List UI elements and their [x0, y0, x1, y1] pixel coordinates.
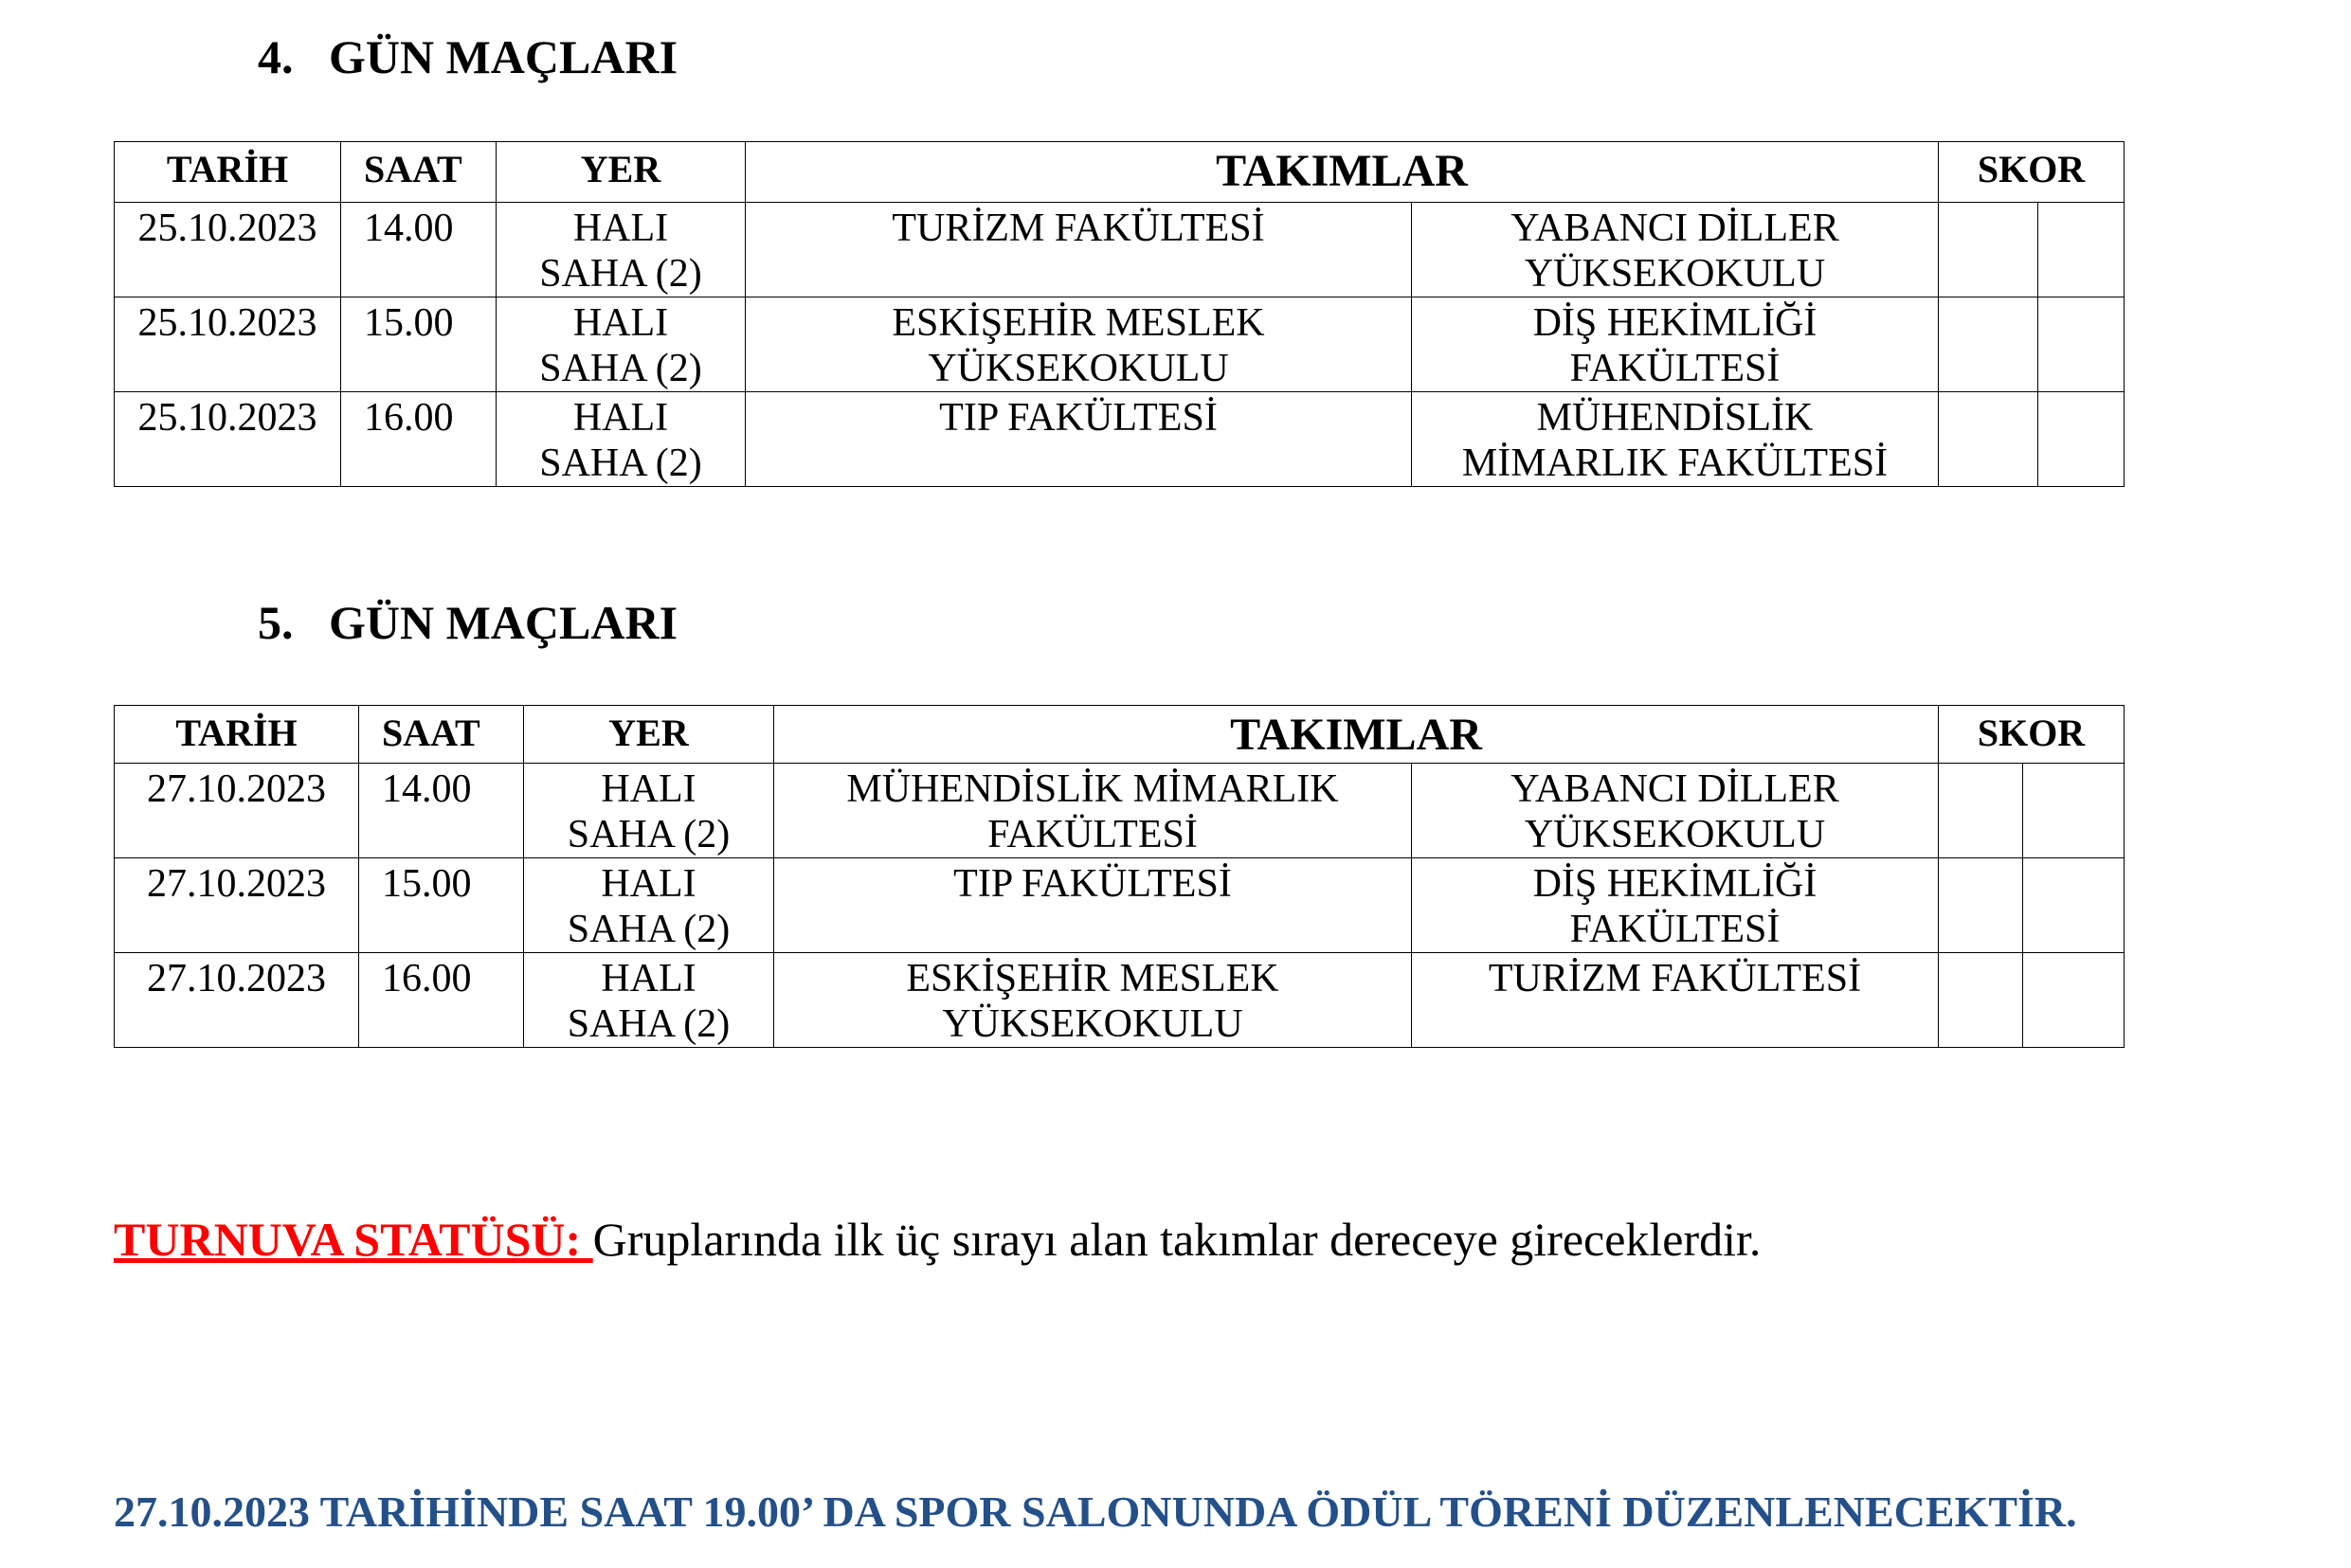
match-venue: [497, 203, 746, 297]
match-venue-text: HALI SAHA (2): [567, 767, 731, 856]
date-column-header: TARİH: [115, 142, 341, 203]
match-venue: [524, 953, 774, 1048]
home-score-cell: [1939, 297, 2038, 392]
match-date: 27.10.2023: [115, 858, 359, 953]
match-venue-text: HALI SAHA (2): [567, 957, 731, 1046]
away-score-cell: [2038, 203, 2125, 297]
home-team: [746, 203, 1412, 297]
home-score-cell: [1939, 203, 2038, 297]
match-date: 25.10.2023: [115, 297, 341, 392]
match-time: 14.00: [341, 203, 497, 297]
table-row: [115, 203, 2125, 297]
home-team-name: TIP FAKÜLTESİ: [939, 396, 1218, 440]
time-column-header: SAAT: [341, 142, 497, 203]
table-header-row: [115, 706, 2125, 764]
away-score-cell: [2038, 297, 2125, 392]
day-4-number: 4.: [258, 30, 294, 83]
day-4-heading: [258, 28, 678, 85]
score-column-header: SKOR: [1939, 142, 2125, 203]
away-team: [1412, 764, 1939, 858]
day-5-heading: [258, 594, 678, 651]
venue-column-header: YER: [524, 706, 774, 764]
table-row: [115, 953, 2125, 1048]
home-team: [746, 392, 1412, 487]
match-venue-text: HALI SAHA (2): [539, 396, 702, 485]
home-team-name: ESKİŞEHİR MESLEK YÜKSEKOKULU: [906, 957, 1279, 1046]
table-row: [115, 764, 2125, 858]
match-time: 14.00: [359, 764, 524, 858]
home-score-cell: [1939, 392, 2038, 487]
home-team: [774, 953, 1412, 1048]
table-header-row: [115, 142, 2125, 203]
tournament-status: [114, 1211, 1761, 1268]
match-date: 25.10.2023: [115, 203, 341, 297]
match-venue-text: HALI SAHA (2): [539, 207, 702, 296]
match-time: 15.00: [341, 297, 497, 392]
match-venue: [497, 392, 746, 487]
away-team-name: MÜHENDİSLİK MİMARLIK FAKÜLTESİ: [1461, 396, 1889, 485]
away-team: [1412, 297, 1939, 392]
match-date: 27.10.2023: [115, 764, 359, 858]
away-team-name: YABANCI DİLLER YÜKSEKOKULU: [1510, 207, 1839, 296]
match-time: 16.00: [341, 392, 497, 487]
home-team-name: TURİZM FAKÜLTESİ: [892, 207, 1265, 250]
home-team-name: ESKİŞEHİR MESLEK YÜKSEKOKULU: [892, 301, 1265, 390]
teams-column-header: TAKIMLAR: [774, 706, 1939, 764]
tournament-status-text: Gruplarında ilk üç sırayı alan takımlar dereceye gireceklerdir.: [592, 1213, 1762, 1266]
away-team-name: DİŞ HEKİMLİĞİ FAKÜLTESİ: [1532, 301, 1818, 390]
match-venue: [524, 858, 774, 953]
tournament-status-label: TURNUVA STATÜSÜ:: [114, 1213, 593, 1266]
teams-column-header: TAKIMLAR: [746, 142, 1939, 203]
match-venue-text: HALI SAHA (2): [539, 301, 702, 390]
match-date: 25.10.2023: [115, 392, 341, 487]
match-venue-text: HALI SAHA (2): [567, 862, 731, 951]
day-4-title: GÜN MAÇLARI: [329, 30, 678, 83]
away-score-cell: [2023, 764, 2125, 858]
home-team-name: MÜHENDİSLİK MİMARLIK FAKÜLTESİ: [846, 767, 1339, 856]
day-5-fixtures-table: [114, 705, 2125, 1048]
away-score-cell: [2038, 392, 2125, 487]
away-team-name: YABANCI DİLLER YÜKSEKOKULU: [1510, 767, 1839, 856]
away-team: [1412, 858, 1939, 953]
time-column-header: SAAT: [359, 706, 524, 764]
match-time: 15.00: [359, 858, 524, 953]
match-time: 16.00: [359, 953, 524, 1048]
away-team: [1412, 392, 1939, 487]
match-venue: [497, 297, 746, 392]
table-row: [115, 297, 2125, 392]
home-score-cell: [1939, 953, 2023, 1048]
home-team: [774, 764, 1412, 858]
home-team: [746, 297, 1412, 392]
day-4-fixtures-table: [114, 141, 2125, 487]
table-row: [115, 392, 2125, 487]
day-5-title: GÜN MAÇLARI: [329, 596, 678, 649]
venue-column-header: YER: [497, 142, 746, 203]
score-column-header: SKOR: [1939, 706, 2125, 764]
home-team: [774, 858, 1412, 953]
home-team-name: TIP FAKÜLTESİ: [953, 862, 1232, 906]
away-score-cell: [2023, 953, 2125, 1048]
away-team: [1412, 953, 1939, 1048]
home-score-cell: [1939, 858, 2023, 953]
away-score-cell: [2023, 858, 2125, 953]
home-score-cell: [1939, 764, 2023, 858]
away-team: [1412, 203, 1939, 297]
away-team-name: DİŞ HEKİMLİĞİ FAKÜLTESİ: [1532, 862, 1818, 951]
award-ceremony-notice: 27.10.2023 TARİHİNDE SAAT 19.00’ DA SPOR SALONUNDA ÖDÜL TÖRENİ DÜZENLENECEKTİR.: [114, 1487, 2077, 1536]
match-venue: [524, 764, 774, 858]
day-5-number: 5.: [258, 596, 294, 649]
table-row: [115, 858, 2125, 953]
away-team-name: TURİZM FAKÜLTESİ: [1488, 957, 1862, 1000]
date-column-header: TARİH: [115, 706, 359, 764]
match-date: 27.10.2023: [115, 953, 359, 1048]
